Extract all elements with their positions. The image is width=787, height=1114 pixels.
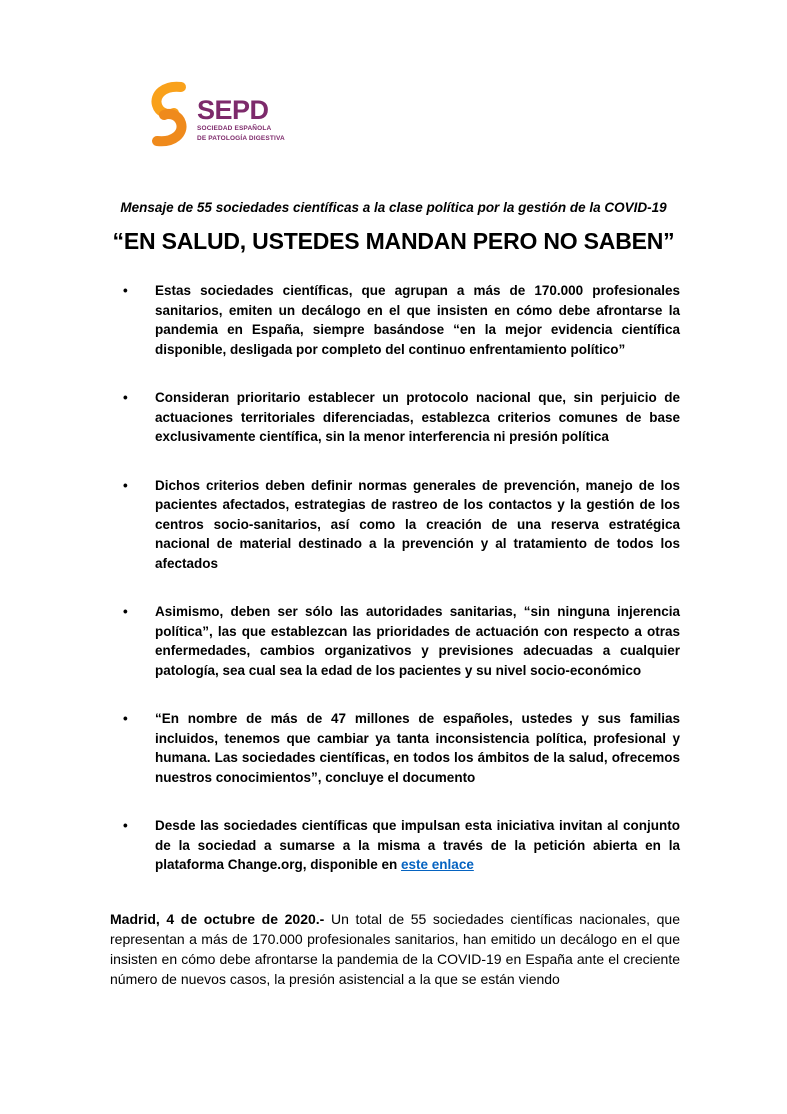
bullet-item-2: [123, 388, 680, 447]
bullet-text: “En nombre de más de 47 millones de españoles, ustedes y sus familias incluidos, tenemos que cambiar ya tanta inconsistencia política, profesional y humana. Las sociedades científicas, en todos los ámbitos de la salud, ofrecemos nuestros conocimientos”, concluye el documento: [155, 711, 680, 785]
headline: “EN SALUD, USTEDES MANDAN PERO NO SABEN”: [112, 228, 675, 254]
sepd-logo-subtitle-2: DE PATOLOGÍA DIGESTIVA: [197, 135, 285, 142]
bullet-text: Consideran prioritario establecer un protocolo nacional que, sin perjuicio de actuaciones territoriales diferenciadas, establezca criterios comunes de base exclusivamente científica, sin la menor interferencia ni presión política: [155, 390, 680, 444]
este-enlace-link[interactable]: este enlace: [401, 857, 474, 872]
sepd-logo-subtitle-1: SOCIEDAD ESPAÑOLA: [197, 125, 272, 132]
sepd-logo-acronym: SEPD: [197, 95, 269, 125]
bullet-item-3: [123, 476, 680, 574]
sepd-s-icon: [148, 80, 190, 148]
bullet-marker: •: [123, 283, 128, 298]
sepd-logo: [148, 80, 285, 148]
bullet-marker: •: [123, 818, 128, 833]
bullet-item-4: [123, 602, 680, 680]
bullet-marker: •: [123, 477, 128, 493]
closing-text: Un total de 55 sociedades científicas nacionales, que representan a más de 170.000 profesionales sanitarios, han emitido un decálogo en el que insisten en cómo debe afrontarse la pandemia de la COVID-19 en España ante el creciente número de nuevos casos, la presión asistencial a la que se están viendo: [110, 910, 680, 987]
bullet-marker: •: [123, 711, 128, 726]
bullet-item-5: [123, 709, 680, 787]
bullet-item-1: [123, 281, 680, 359]
bullet-marker: •: [123, 390, 128, 405]
document-body: [110, 281, 680, 989]
bullet-list: [110, 281, 680, 875]
bullet-text: Asimismo, deben ser sólo las autoridades sanitarias, “sin ninguna injerencia política”, las que establezcan las prioridades de actuación con respecto a otras enfermedades, cambios organizativos y previsiones adecuadas a cualquier patología, sea cual sea la edad de los pacientes y su nivel socio-económico: [155, 604, 680, 678]
bullet-text: Estas sociedades científicas, que agrupan a más de 170.000 profesionales sanitarios, emiten un decálogo en el que insisten en cómo debe afrontarse la pandemia en España, siempre basándose “en la mejor evidencia científica disponible, desligada por completo del continuo enfrentamiento político”: [155, 283, 680, 357]
sepd-logo-text: [197, 95, 285, 142]
closing-dateline: Madrid, 4 de octubre de 2020.-: [110, 910, 325, 927]
closing-paragraph: [110, 909, 680, 989]
bullet-text: Dichos criterios deben definir normas generales de prevención, manejo de los pacientes afectados, estrategias de rastreo de los contactos y la gestión de los centros socio-sanitarios, así como la creación de una reserva estratégica nacional de material destinado a la prevención y al tratamiento de todos los afectados: [155, 477, 680, 571]
kicker-subtitle: Mensaje de 55 sociedades científicas a la clase política por la gestión de la COVID-19: [120, 200, 667, 215]
bullet-text: Desde las sociedades científicas que impulsan esta iniciativa invitan al conjunto de la sociedad a sumarse a la misma a través de la petición abierta en la plataforma Change.org, disponible en: [155, 818, 680, 872]
bullet-item-6: [123, 816, 680, 875]
bullet-marker: •: [123, 604, 128, 619]
